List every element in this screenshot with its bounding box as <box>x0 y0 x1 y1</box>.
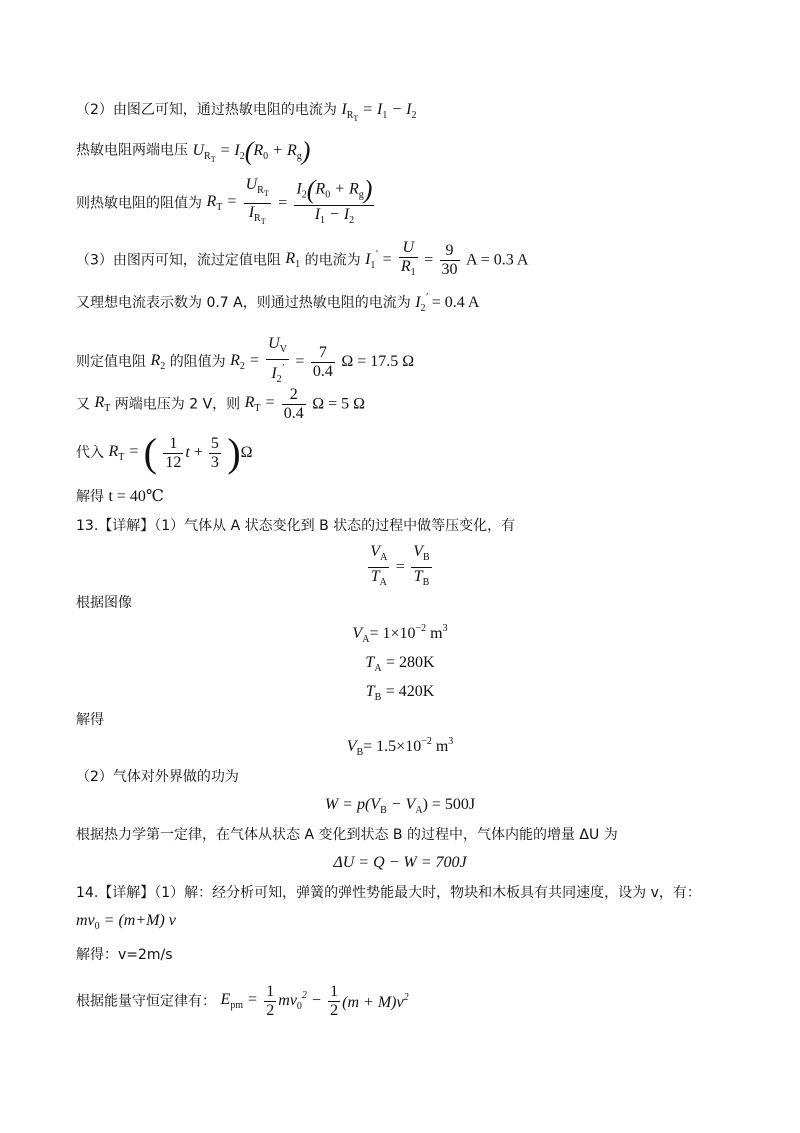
fraction-half-b: $\frac{1}{2}$ <box>330 983 339 1019</box>
text-R2-a: 则定值电阻 <box>76 354 146 370</box>
fraction-U-over-R1: $\frac{U}{R_1}$ <box>400 239 416 278</box>
fraction-RT-expression: $\frac{I_2(R_0 + R_g)}{I_1 - I_2}$ <box>296 175 373 226</box>
formula-U-RT: $U_{R_T} = I_2(R_0 + R_g)$ <box>192 136 311 165</box>
line-RT-voltage: 又 $R_T$ 两端电压为 2 V，则 $R_T$ = $\frac{2}{0.4}$ Ω = 5 Ω <box>76 386 366 422</box>
value-momentum-tail: = (m+M) v <box>99 912 176 929</box>
fraction-1-over-12: $\frac{1}{12}$ <box>165 434 182 471</box>
formula-TB: $T_B = 420K$ <box>365 683 435 703</box>
fraction-UV-over-I2: $\frac{U_V}{I_2'}$ <box>268 335 287 385</box>
text-q13-graph: 根据图像 <box>76 595 132 611</box>
result-R2: Ω = 17.5 Ω <box>341 353 415 370</box>
line-ammeter: 又理想电流表示数为 0.7 A，则通过热敏电阻的电流为 $I_2' = 0.4$ A <box>76 292 480 314</box>
formula-RT: $R_T$ = <box>206 193 238 213</box>
fraction-5-over-3: $\frac{5}{3}$ <box>210 434 219 471</box>
text-q14-energy: 根据能量守恒定律有： <box>76 993 216 1010</box>
formula-VB: $V_B= 1.5\times 10^{-2}$ $m^3$ <box>346 736 454 758</box>
fraction-9-over-30: $\frac{9}{30}$ <box>441 242 458 278</box>
text-q14-header: 14.【详解】（1）解：经分析可知，弹簧的弹性势能最大时，物块和木板具有共同速度，设为 v，有： <box>76 885 701 901</box>
line-resistance-R2: 则定值电阻 $R_2$ 的阻值为 $R_2$ = $\frac{U_V}{I_2'}$ = $\frac{7}{0.4}$ Ω = 17.5 Ω <box>76 335 414 389</box>
result-current-R1: A = 0.3 A <box>466 251 529 269</box>
value-VB-exp: −2 <box>421 736 432 747</box>
text-q13-header: 13.【详解】（1）气体从 A 状态变化到 B 状态的过程中做等压变化，有 <box>76 518 516 534</box>
text-q14-solve <box>76 948 173 962</box>
text-voltage-thermistor: 热敏电阻两端电压 <box>76 142 188 159</box>
fraction-7-over-04: $\frac{7}{0.4}$ <box>312 343 333 380</box>
result-ammeter: = 0.4 A <box>427 294 480 311</box>
value-W: W = p(V <box>324 796 381 813</box>
text-resistance-thermistor: 则热敏电阻的阻值为 <box>76 195 202 212</box>
fraction-half-a: $\frac{1}{2}$ <box>266 983 275 1019</box>
value-TB: = 420K <box>385 683 435 700</box>
text-q13-law: 根据热力学第一定律，在气体从状态 A 变化到状态 B 的过程中，气体内能的增量 ΔU 为 <box>76 827 618 843</box>
question-14-header <box>76 886 701 900</box>
text-current-R1-a: （3）由图丙可知，流过定值电阻 <box>76 252 281 269</box>
fraction-U-over-I: $\frac{U_{R_T}}{I_{R_T}}$ <box>245 176 269 226</box>
formula-I-RT: $I_{R_T} = I_1 - I_2$ <box>341 101 417 123</box>
formula-TA: $T_A = 280K$ <box>365 654 435 674</box>
text-q13-solve: 解得 <box>76 712 104 728</box>
value-VB: = 1.5×10 <box>363 738 422 755</box>
fraction-2-over-04: $\frac{2}{0.4}$ <box>283 386 304 422</box>
text-q13-part2 <box>76 770 239 784</box>
value-VA: = 1×10 <box>369 625 416 642</box>
text-current-thermistor: （2）由图乙可知，通过热敏电阻的电流为 <box>76 102 337 118</box>
text-RT-a: 又 <box>76 396 90 413</box>
formula-delta-U <box>0 855 800 871</box>
value-TA: = 280K <box>386 654 435 671</box>
line-energy-conservation: 根据能量守恒定律有： $E_{pm}$ = $\frac{1}{2}$ $mv_0^2$ − $\frac{1}{2}$ $(m + M)v^2$ <box>76 983 409 1019</box>
text-according-to-graph <box>76 596 132 610</box>
text-solve-q13 <box>76 713 104 727</box>
line-substitute: 代入 $R_T$ = ( $\frac{1}{12}$ t + $\frac{5}{3}$ )Ω <box>76 430 253 475</box>
value-dU: ΔU = Q − W = 700J <box>333 854 467 871</box>
line-solve-t <box>76 489 164 505</box>
text-q14-solve-label: 解得：v=2m/s <box>76 947 173 963</box>
formula-gay-lussac: $\frac{V_A}{T_A}$ = $\frac{V_B}{T_B}$ <box>370 543 430 588</box>
line-voltage-thermistor <box>76 138 310 164</box>
formula-work: $W = p(V_B - V_A) = 500J$ <box>324 796 476 816</box>
text-current-R1-b: 的电流为 <box>304 252 361 269</box>
line-current-thermistor <box>76 102 417 123</box>
text-solve-t: 解得 <box>76 489 104 505</box>
text-q13-part2-label: （2）气体对外界做的功为 <box>76 769 239 785</box>
text-R2-b: 的阻值为 <box>169 354 226 370</box>
question-13-header <box>76 519 515 533</box>
line-resistance-thermistor: 则热敏电阻的阻值为 $R_T$ = $\frac{U_{R_T}}{I_{R_T}}$ = $\frac{I_2(R_0 + R_g)}{I_1 - I_2}$ <box>76 176 376 231</box>
value-W-tail: ) = 500J <box>422 796 476 813</box>
formula-momentum: $mv_0 = (m+M)$ v <box>76 912 176 932</box>
value-VA-exp: −2 <box>415 623 427 634</box>
text-ammeter: 又理想电流表示数为 0.7 A，则通过热敏电阻的电流为 <box>76 295 411 311</box>
text-RT-b: 两端电压为 2 V，则 <box>114 396 241 413</box>
result-t: t = 40℃ <box>108 488 164 505</box>
formula-VA: $V_A= 1\times 10^{-2}$ $m^3$ <box>352 623 448 645</box>
text-first-law <box>76 828 618 842</box>
line-current-R1: （3）由图丙可知，流过定值电阻 $R_1$ 的电流为 $I_1'$ = $\frac{U}{R_1}$ = $\frac{9}{30}$ A = 0.3 A <box>76 239 528 282</box>
value-VA-unit: m <box>426 625 443 642</box>
value-mv0: mv <box>76 912 95 929</box>
result-RT: Ω = 5 Ω <box>312 395 366 413</box>
text-substitute: 代入 <box>76 445 104 461</box>
